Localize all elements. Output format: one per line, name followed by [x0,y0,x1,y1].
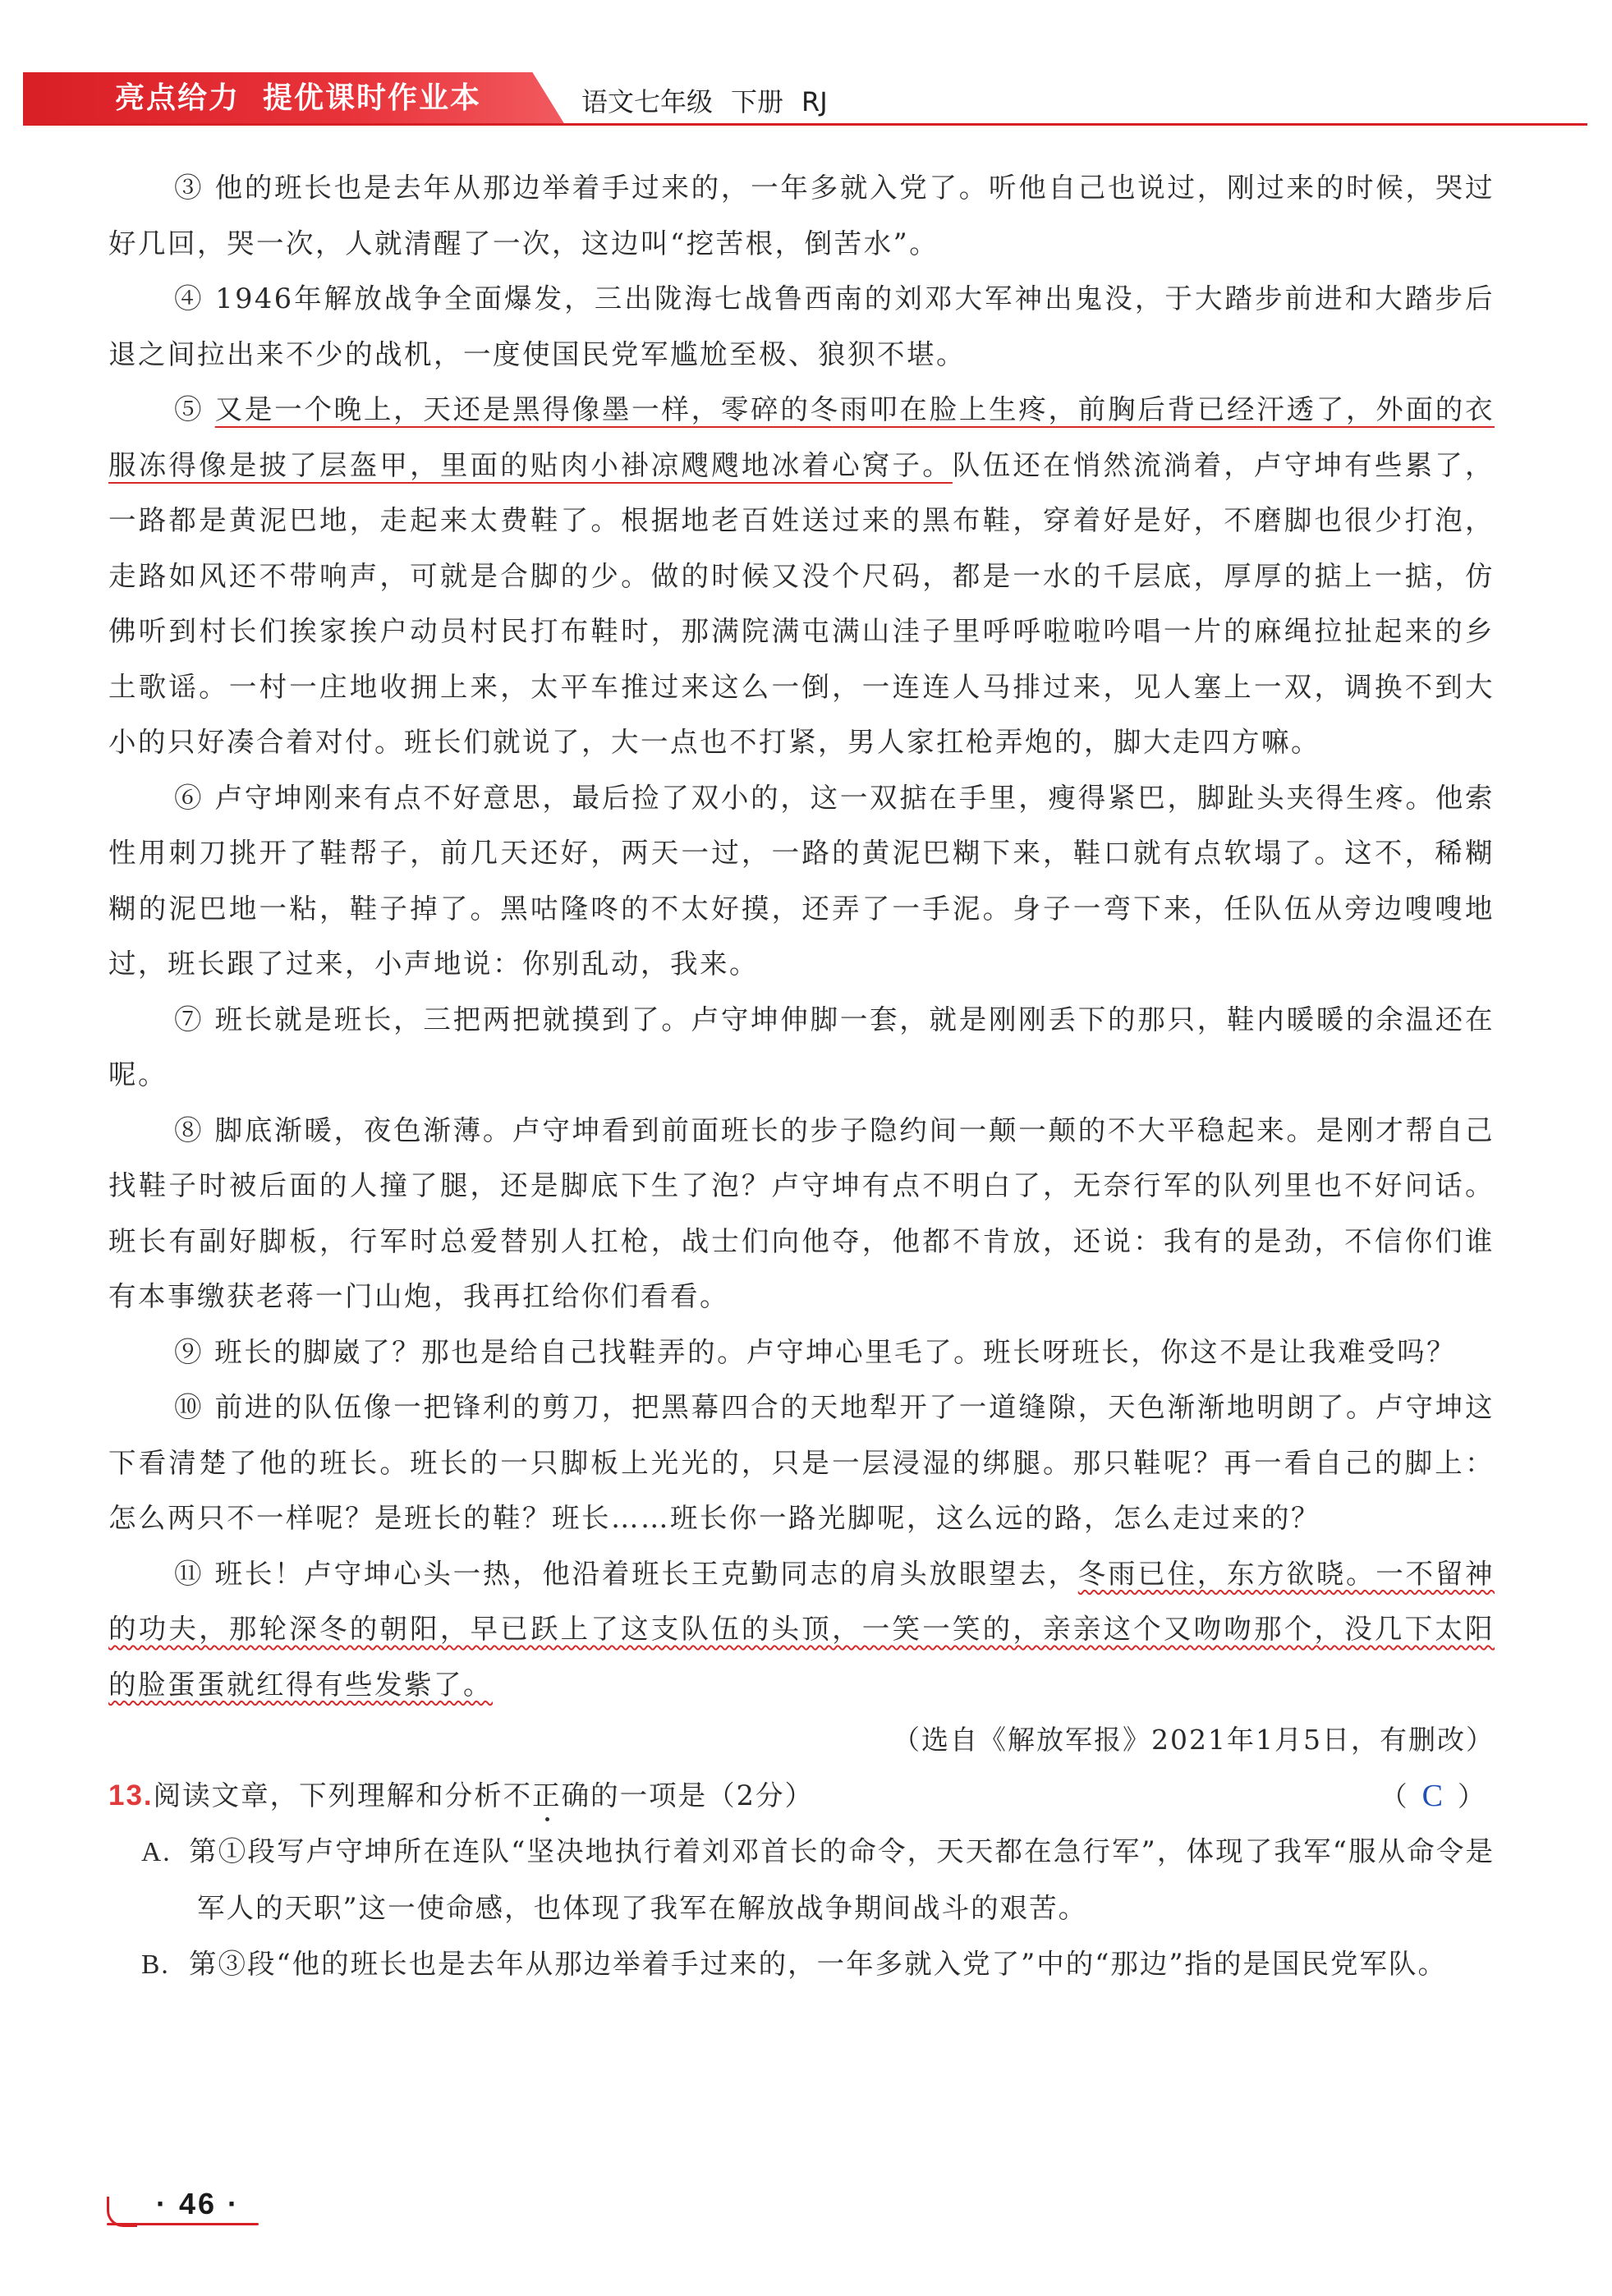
answer-letter: C [1421,1779,1446,1813]
question-text-before: 阅读文章，下列理解和分析 [153,1779,503,1812]
page-header [0,0,1612,131]
paragraph-8: ⑧ 脚底渐暖，夜色渐薄。卢守坤看到前面班长的步子隐约间一颠一颠的不大平稳起来。是刚才帮自己找鞋子时被后面的人撞了腿，还是脚底下生了泡？卢守坤有点不明白了，无奈行军的队列里也不好问话。班长有副好脚板，行军时总爱替别人扛枪，战士们向他夺，他都不肯放，还说：我有的是劲，不信你们谁有本事缴获老蒋一门山炮，我再扛给你们看看。 [108,1114,1495,1312]
question-number: 13. [108,1779,154,1812]
brand-left-text: 亮点给力 [115,81,241,115]
page-footer [107,2180,271,2229]
paragraph-11-text: ⑪ 班长！卢守坤心头一热，他沿着班长王克勤同志的肩头放眼望去， [174,1557,1078,1590]
paragraph-3: ③ 他的班长也是去年从那边举着手过来的，一年多就入党了。听他自己也说过，刚过来的时候，哭过好几回，哭一次，人就清醒了一次，这边叫“挖苦根，倒苦水”。 [108,172,1495,259]
header-divider [23,123,1587,126]
paragraph-6: ⑥ 卢守坤刚来有点不好意思，最后捡了双小的，这一双掂在手里，瘦得紧巴，脚趾头夹得生疼。他索性用刺刀挑开了鞋帮子，前几天还好，两天一过，一路的黄泥巴糊下来，鞋口就有点软塌了。这不，稀糊糊的泥巴地一粘，鞋子掉了。黑咕隆咚的不太好摸，还弄了一手泥。身子一弯下来，任队伍从旁边嗖嗖地过，班长跟了过来，小声地说：你别乱动，我来。 [108,781,1495,980]
page-number: · 46 · [156,2187,241,2220]
brand-title [115,77,481,120]
paragraph-9: ⑨ 班长的脚崴了？那也是给自己找鞋弄的。卢守坤心里毛了。班长呀班长，你这不是让我难受吗？ [174,1335,1457,1368]
option-label: A. [141,1837,172,1867]
paragraph-7: ⑦ 班长就是班长，三把两把就摸到了。卢守坤伸脚一套，就是刚刚丢下的那只，鞋内暖暖的余温还在呢。 [108,1003,1495,1091]
options-list [108,1824,1495,1993]
answer-bracket: （ C ） [1380,1779,1488,1813]
edition-label: RJ [801,86,828,117]
paragraph-5-rest: 队伍还在悄然流淌着，卢守坤有些累了，一路都是黄泥巴地，走起来太费鞋了。根据地老百姓送过来的黑布鞋，穿着好是好，不磨脚也很少打泡，走路如风还不带响声，可就是合脚的少。做的时候又没个尺码，都是一水的千层底，厚厚的掂上一掂，仿佛听到村长们挨家挨户动员村民打布鞋时，那满院满屯满山洼子里呼呼啦啦吟唱一片的麻绳拉扯起来的乡土歌谣。一村一庄地收拥上来，太平车推过来这么一倒，一连连人马排过来，见人塞上一双，调换不到大小的只好凑合着对付。班长们就说了，大一点也不打紧，男人家扛枪弄炮的，脚大走四方嘛。 [108,448,1495,758]
book-title [581,80,846,123]
footer-underline [107,2223,259,2225]
option-a [141,1824,1495,1936]
wavy-underlined-sentence: 冬雨已住，东方欲晓。一不留神的功夫，那轮深冬的朝阳，早已跃上了这支队伍的头顶，一笑一笑的，亲亲这个又吻吻那个，没几下太阳的脸蛋蛋就红得有些发紫了。 [108,1557,1495,1701]
subject-label: 语文七年级 [581,86,714,117]
volume-label: 下册 [731,86,784,117]
option-text: 第①段写卢守坤所在连队“坚决地执行着刘邓首长的命令，天天都在急行军”，体现了我军“服从命令是军人的天职”这一使命感，也体现了我军在解放战争期间战斗的艰苦。 [189,1835,1495,1924]
question-13 [108,1768,1495,1824]
question-text-after: 的一项是（2分） [590,1779,814,1812]
source-citation: （选自《解放军报》2021年1月5日，有删改） [893,1724,1495,1756]
underlined-sentence: 又是一个晚上，天还是黑得像墨一样，零碎的冬雨叩在脸上生疼，前胸后背已经汗透了，外面的衣服冻得像是披了层盔甲，里面的贴肉小褂凉飕飕地冰着心窝子。 [108,393,1495,481]
option-text: 第③段“他的班长也是去年从那边举着手过来的，一年多就入党了”中的“那边”指的是国民党军队。 [189,1948,1448,1980]
option-label: B. [141,1949,170,1980]
paragraph-10: ⑩ 前进的队伍像一把锋利的剪刀，把黑幕四合的天地犁开了一道缝隙，天色渐渐地明朗了。卢守坤这下看清楚了他的班长。班长的一只脚板上光光的，只是一层浸湿的绑腿。那只鞋呢？再一看自己的脚上：怎么两只不一样呢？是班长的鞋？班长……班长你一路光脚呢，这么远的路，怎么走过来的？ [108,1391,1495,1534]
option-b [141,1936,1495,1993]
paragraph-5-number: ⑤ [174,393,215,425]
paragraph-11 [108,1546,1495,1713]
page-content [108,160,1495,1993]
paragraph-5 [108,382,1495,770]
paragraph-4: ④ 1946年解放战争全面爆发，三出陇海七战鲁西南的刘邓大军神出鬼没，于大踏步前进和大踏步后退之间拉出来不少的战机，一度使国民党军尴尬至极、狼狈不堪。 [108,282,1495,370]
emphasis-text: 不正确 [503,1779,591,1812]
brand-right-text: 提优课时作业本 [263,81,482,115]
